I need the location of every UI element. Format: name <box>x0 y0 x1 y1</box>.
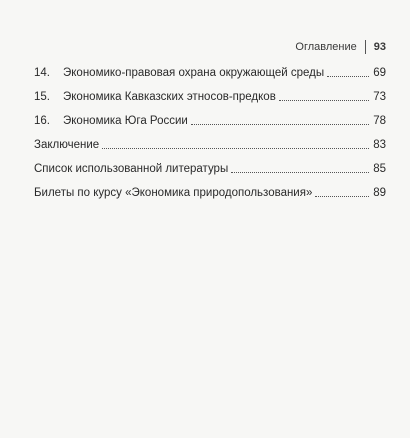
toc-entry-page: 69 <box>373 67 386 79</box>
toc-entry-title: Список использованной литературы <box>34 163 229 175</box>
toc-entry-title: Экономика Кавказских этносов-предков <box>63 91 276 103</box>
toc-entry-page: 78 <box>373 115 386 127</box>
toc-entry-title: Экономика Юга России <box>63 115 188 127</box>
dot-leader <box>327 75 369 77</box>
running-head-section: Оглавление <box>295 41 357 53</box>
toc-entry-number: 16. <box>34 115 50 127</box>
toc-entry-conclusion <box>34 128 386 152</box>
toc-entry-14 <box>34 56 386 80</box>
dot-leader <box>191 123 369 125</box>
toc-entry-exam-tickets <box>34 176 386 200</box>
toc-entry-title: Заключение <box>34 139 100 151</box>
running-head-page-number: 93 <box>373 41 386 53</box>
toc-entry-16 <box>34 104 386 128</box>
running-head-divider <box>365 40 366 54</box>
toc-entry-number: 15. <box>34 91 50 103</box>
toc-entry-number: 14. <box>34 67 50 79</box>
toc-entry-references <box>34 152 386 176</box>
dot-leader <box>102 147 369 149</box>
dot-leader <box>315 195 369 197</box>
toc-entry-title: Экономико-правовая охрана окружающей среды <box>63 67 325 79</box>
dot-leader <box>279 99 369 101</box>
toc-entry-page: 89 <box>373 187 386 199</box>
toc-entry-15 <box>34 80 386 104</box>
running-head <box>295 40 386 54</box>
table-of-contents <box>34 56 386 200</box>
toc-entry-page: 83 <box>373 139 386 151</box>
toc-entry-page: 73 <box>373 91 386 103</box>
toc-entry-title: Билеты по курсу «Экономика природопользования» <box>34 187 313 199</box>
toc-entry-page: 85 <box>373 163 386 175</box>
dot-leader <box>231 171 369 173</box>
